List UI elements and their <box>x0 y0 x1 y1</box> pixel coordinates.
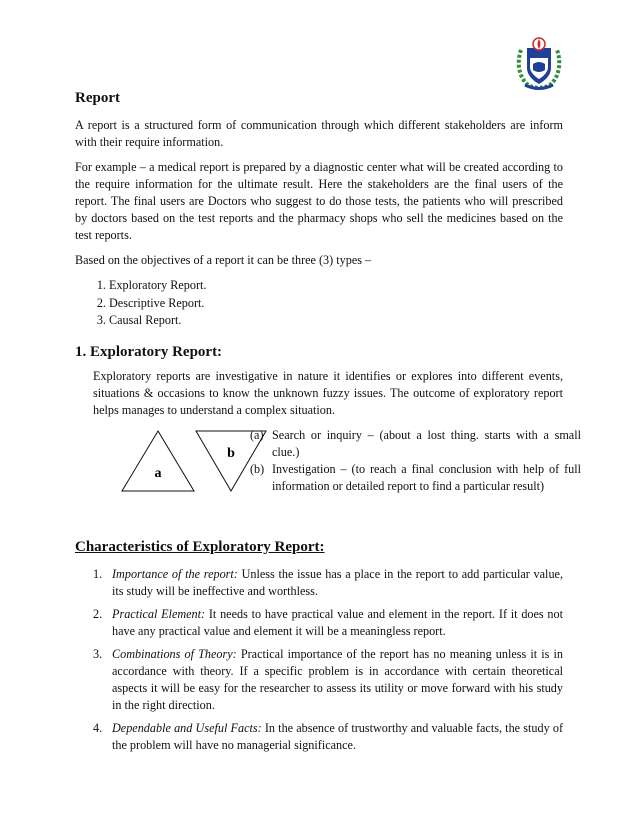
list-item: 2. Descriptive Report. <box>109 295 563 313</box>
point-marker: (a) <box>250 427 264 442</box>
item-number: 3. <box>93 646 103 661</box>
list-item: 1. Exploratory Report. <box>109 277 563 295</box>
section-heading-exploratory: 1. Exploratory Report: <box>75 343 223 360</box>
point-text: Search or inquiry – (about a lost thing. starts with a small clue.) <box>272 427 581 459</box>
section-heading-characteristics: Characteristics of Exploratory Report: <box>75 538 325 555</box>
list-item <box>93 720 563 754</box>
exploratory-points-list <box>250 427 581 495</box>
item-term: Dependable and Useful Facts: <box>112 720 262 735</box>
list-item <box>93 606 563 640</box>
exploratory-section <box>75 368 581 517</box>
list-item <box>250 461 581 495</box>
item-text: Unless the issue has a place in the report to add particular value, its study will be ineffective and worthless. <box>112 566 563 598</box>
item-text: In the absence of trustworthy and valuable facts, the study of the problem will have no managerial significance. <box>112 720 564 752</box>
item-number: 2. <box>93 606 103 621</box>
diagram-label-b: b <box>227 445 235 461</box>
exploratory-paragraph: Exploratory reports are investigative in nature it identifies or explores into different events, situations & occasions to know the unknown fuzzy issues. The outcome of exploratory report helps manages to understand a complex situation. <box>93 368 563 417</box>
report-types-list <box>75 277 563 330</box>
list-item <box>93 646 563 714</box>
list-item <box>93 566 563 600</box>
item-number: 1. <box>93 566 103 581</box>
item-number: 4. <box>93 720 103 735</box>
point-text: Investigation – (to reach a final conclusion with help of full information or detailed report to find a particular result) <box>272 461 581 493</box>
item-term: Practical Element: <box>112 606 206 621</box>
document-body <box>75 88 581 760</box>
report-definition: A report is a structured form of communication through which different stakeholders are inform with their require information. <box>75 118 563 149</box>
item-text: Practical importance of the report has no meaning unless it is in accordance with theory. If a specific problem is in accordance with certain theoretical aspects it will be easy for the researcher to assess its utility or move forward with his study in the right direction. <box>112 646 563 712</box>
upward-triangle <box>122 431 194 491</box>
report-title: Report <box>75 90 120 106</box>
list-item: 3. Causal Report. <box>109 312 563 330</box>
triangle-diagram <box>118 429 268 493</box>
list-item <box>250 427 581 461</box>
university-crest-logo <box>513 36 565 92</box>
report-types-intro: Based on the objectives of a report it can be three (3) types – <box>75 253 372 267</box>
item-text: It needs to have practical value and element in the report. If it does not have any practical value and element it will be a meaningless report. <box>112 606 564 638</box>
characteristics-list <box>75 566 563 754</box>
diagram-row <box>93 427 581 517</box>
diagram-label-a: a <box>154 465 162 481</box>
point-marker: (b) <box>250 461 265 476</box>
report-example: For example – a medical report is prepared by a diagnostic center what will be created according to the require information for the ultimate result. Here the stakeholders are the final users of the report. The final users are Doctors who suggest to do those tests, the patients who will prescribed by doctors based on the test reports and the pharmacy shops who sell the medicines based on the test reports. <box>75 160 563 242</box>
item-term: Combinations of Theory: <box>112 646 237 661</box>
item-term: Importance of the report: <box>112 566 238 581</box>
